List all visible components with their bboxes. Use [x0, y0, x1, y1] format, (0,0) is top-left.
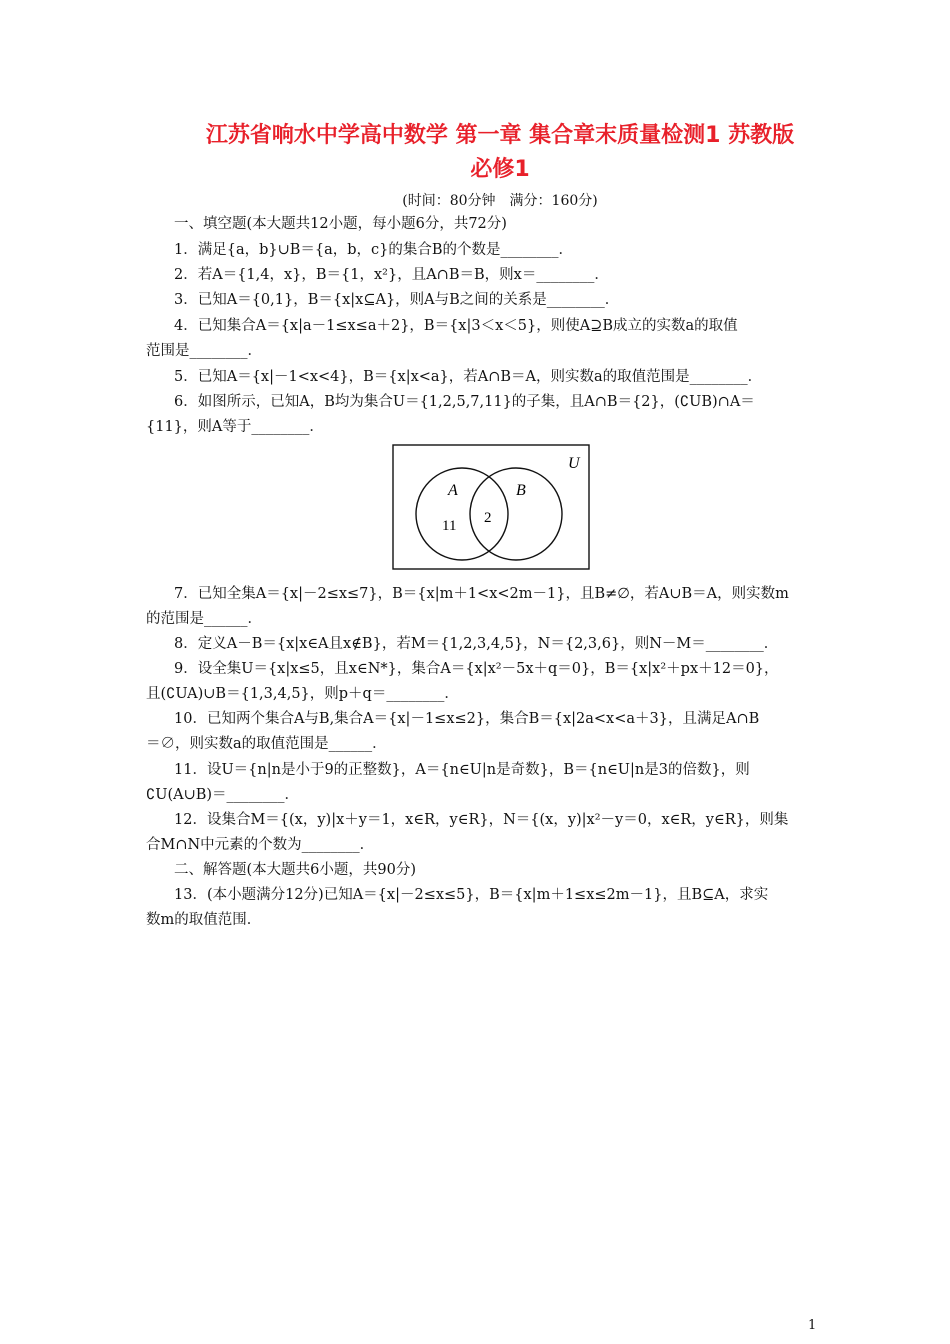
question-13: 13．(本小题满分12分)已知A＝{x|－2≤x≤5}，B＝{x|m＋1≤x≤2m－1}，且B⊆A，求实: [174, 887, 769, 903]
question-7-cont: 的范围是______．: [146, 611, 262, 627]
exam-info: (时间：80分钟 满分：160分): [402, 193, 598, 209]
question-3: 3．已知A＝{0,1}，B＝{x|x⊆A}，则A与B之间的关系是________．: [174, 292, 620, 308]
question-5: 5．已知A＝{x|－1<x<4}，B＝{x|x<a}，若A∩B＝A，则实数a的取值范围是________．: [174, 369, 763, 385]
intersection-value: 2: [484, 510, 492, 526]
question-12: 12．设集合M＝{(x，y)|x＋y＝1，x∈R，y∈R}，N＝{(x，y)|x²－y＝0，x∈R，y∈R}，则集: [174, 812, 789, 828]
only-a-value: 11: [442, 518, 457, 534]
page-number: 1: [808, 1318, 817, 1333]
question-6-cont: {11}，则A等于________．: [146, 419, 324, 435]
set-b-label: B: [516, 482, 526, 499]
set-a-label: A: [448, 482, 458, 499]
question-1: 1．满足{a，b}∪B＝{a，b，c}的集合B的个数是________．: [174, 242, 574, 258]
question-9-cont: 且(∁UA)∪B＝{1,3,4,5}，则p＋q＝________．: [146, 686, 459, 702]
question-11-cont: ∁U(A∪B)＝________．: [146, 787, 300, 803]
question-2: 2．若A＝{1,4，x}，B＝{1，x²}，且A∩B＝B，则x＝________．: [174, 267, 609, 283]
venn-diagram: [392, 444, 590, 570]
question-10-cont: ＝∅，则实数a的取值范围是______．: [146, 736, 387, 752]
question-6: 6．如图所示，已知A，B均为集合U＝{1,2,5,7,11}的子集，且A∩B＝{2}，(∁UB)∩A＝: [174, 394, 755, 410]
section-heading: 一、填空题(本大题共12小题，每小题6分，共72分): [174, 216, 507, 232]
universe-label: U: [568, 455, 580, 472]
question-11: 11．设U＝{n|n是小于9的正整数}，A＝{n∈U|n是奇数}，B＝{n∈U|n是3的倍数}，则: [174, 762, 750, 778]
question-10: 10．已知两个集合A与B,集合A＝{x|－1≤x≤2}，集合B＝{x|2a<x<a＋3}，且满足A∩B: [174, 711, 760, 727]
question-7: 7．已知全集A＝{x|－2≤x≤7}，B＝{x|m＋1<x<2m－1}，且B≠∅，若A∪B＝A，则实数m: [174, 586, 789, 602]
question-4-cont: 范围是________．: [146, 343, 262, 359]
question-9: 9．设全集U＝{x|x≤5，且x∈N*}，集合A＝{x|x²－5x＋q＝0}，B＝{x|x²＋px＋12＝0}，: [174, 661, 779, 677]
section-heading-2: 二、解答题(本大题共6小题，共90分): [174, 862, 416, 878]
title-line-1: 江苏省响水中学高中数学 第一章 集合章末质量检测1 苏教版: [205, 123, 795, 148]
question-8: 8．定义A－B＝{x|x∈A且x∉B}，若M＝{1,2,3,4,5}，N＝{2,3,6}，则N－M＝________．: [174, 636, 779, 652]
question-12-cont: 合M∩N中元素的个数为________．: [146, 837, 375, 853]
circle-set-a: [416, 468, 508, 560]
question-4: 4．已知集合A＝{x|a－1≤x≤a＋2}，B＝{x|3＜x＜5}，则使A⊇B成立的实数a的取值: [174, 318, 738, 334]
question-13-cont: 数m的取值范围．: [146, 912, 262, 928]
title-line-2: 必修1: [470, 157, 530, 182]
